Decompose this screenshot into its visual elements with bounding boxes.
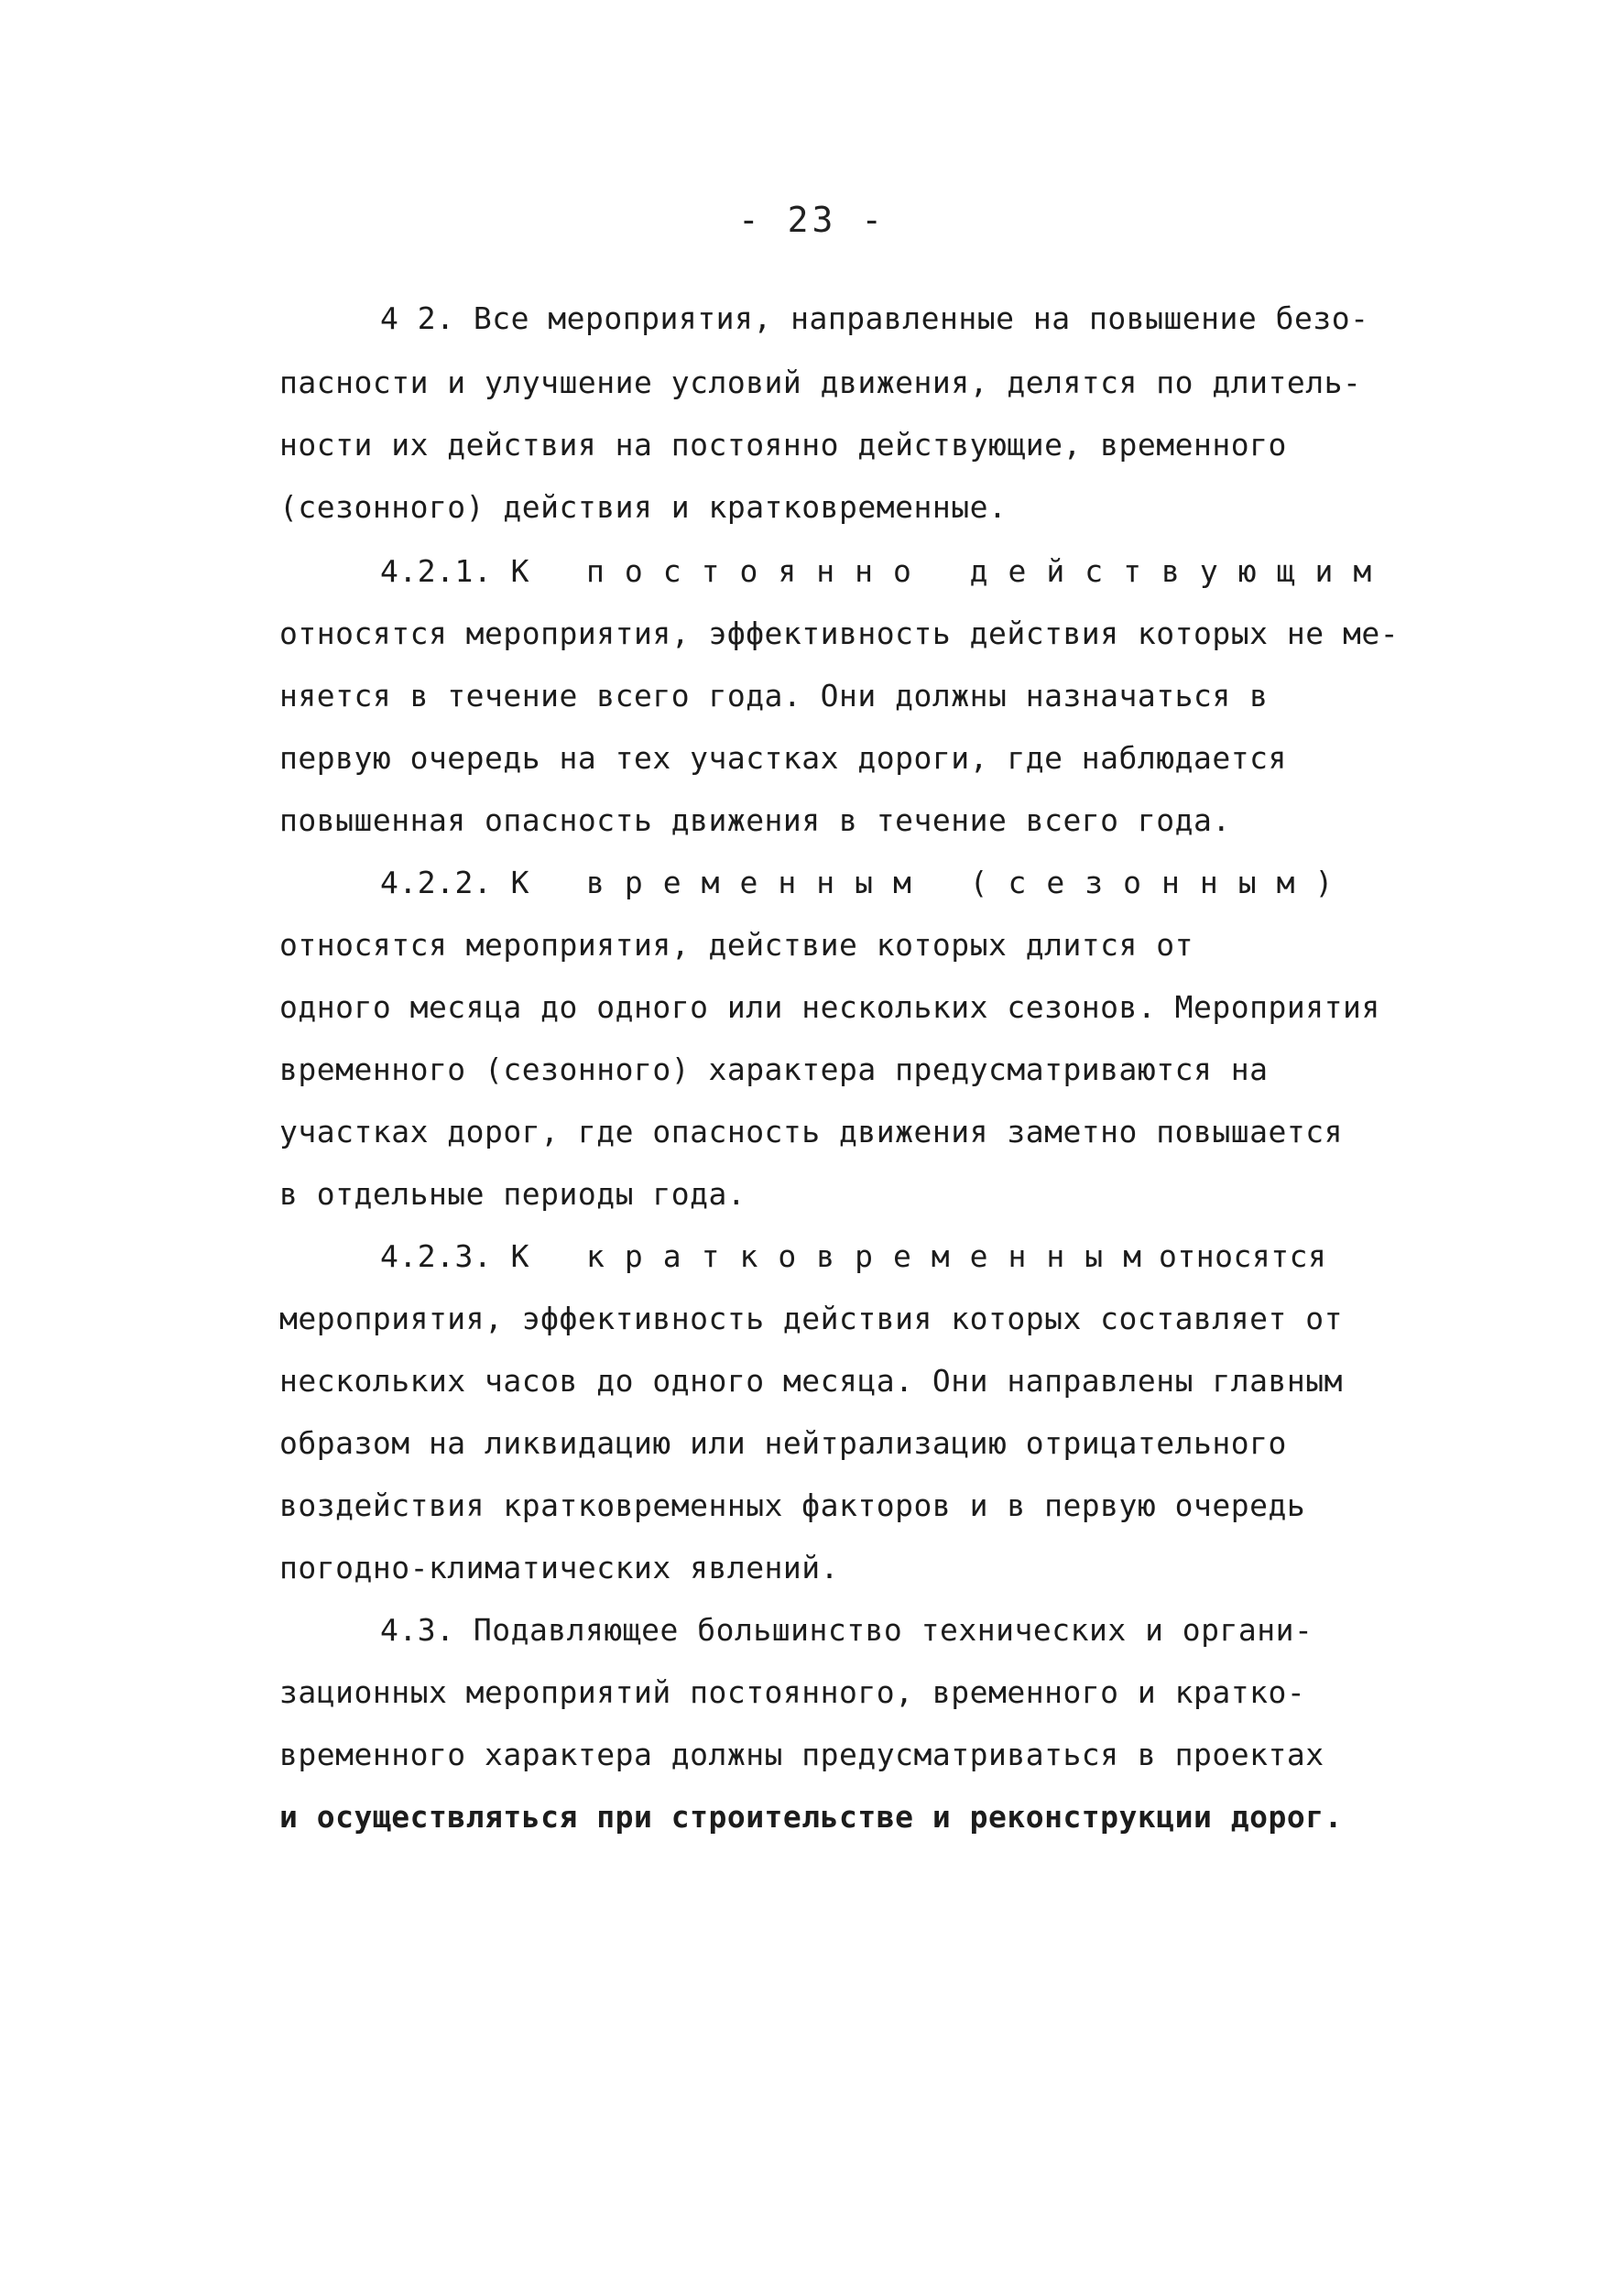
text-line: зационных мероприятий постоянного, временного и кратко-: [279, 1674, 1306, 1710]
text-line: участках дорог, где опасность движения заметно повышается: [279, 1114, 1343, 1149]
text-line: воздействия кратковременных факторов и в первую очередь: [279, 1487, 1306, 1523]
text-line: относятся мероприятия, действие которых длится от: [279, 927, 1194, 963]
text-line: погодно-климатических явлений.: [279, 1550, 840, 1585]
text-line: повышенная опасность движения в течение всего года.: [279, 802, 1231, 838]
text-line: в отдельные периоды года.: [279, 1176, 747, 1212]
text-line: и осуществляться при строительстве и реконструкции дорог.: [279, 1799, 1343, 1835]
emphasized-term: кратковременным: [586, 1238, 1162, 1274]
text-line: ности их действия на постоянно действующие, временного: [279, 427, 1287, 463]
text-line: нескольких часов до одного месяца. Они направлены главным: [279, 1363, 1343, 1399]
text-line: 4 2. Все мероприятия, направленные на повышение безо-: [380, 300, 1369, 336]
text-line: одного месяца до одного или нескольких сезонов. Мероприятия: [279, 989, 1380, 1025]
text-line: временного (сезонного) характера предусматриваются на: [279, 1051, 1269, 1087]
section-number: 4.2.1. К: [380, 553, 529, 589]
text-line: первую очередь на тех участках дороги, где наблюдается: [279, 740, 1287, 776]
text-line: образом на ликвидацию или нейтрализацию отрицательного: [279, 1425, 1287, 1461]
emphasized-term: постоянно действующим: [586, 553, 1392, 589]
text-line: пасности и улучшение условий движения, делятся по длитель-: [279, 365, 1362, 400]
page-number: - 23 -: [737, 200, 887, 240]
text-line: няется в течение всего года. Они должны назначаться в: [279, 678, 1269, 714]
text-line: (сезонного) действия и кратковременные.: [279, 489, 1008, 525]
text-line: 4.3. Подавляющее большинство технических и органи-: [380, 1612, 1313, 1648]
section-number: 4.2.2. К: [380, 865, 529, 900]
emphasized-term: временным (сезонным): [586, 865, 1354, 900]
text-line: временного характера должны предусматриваться в проектах: [279, 1737, 1324, 1772]
text-line: относятся: [1159, 1238, 1327, 1274]
section-number: 4.2.3. К: [380, 1238, 529, 1274]
text-line: относятся мероприятия, эффективность действия которых не ме-: [279, 616, 1400, 651]
text-line: мероприятия, эффективность действия которых составляет от: [279, 1301, 1343, 1336]
